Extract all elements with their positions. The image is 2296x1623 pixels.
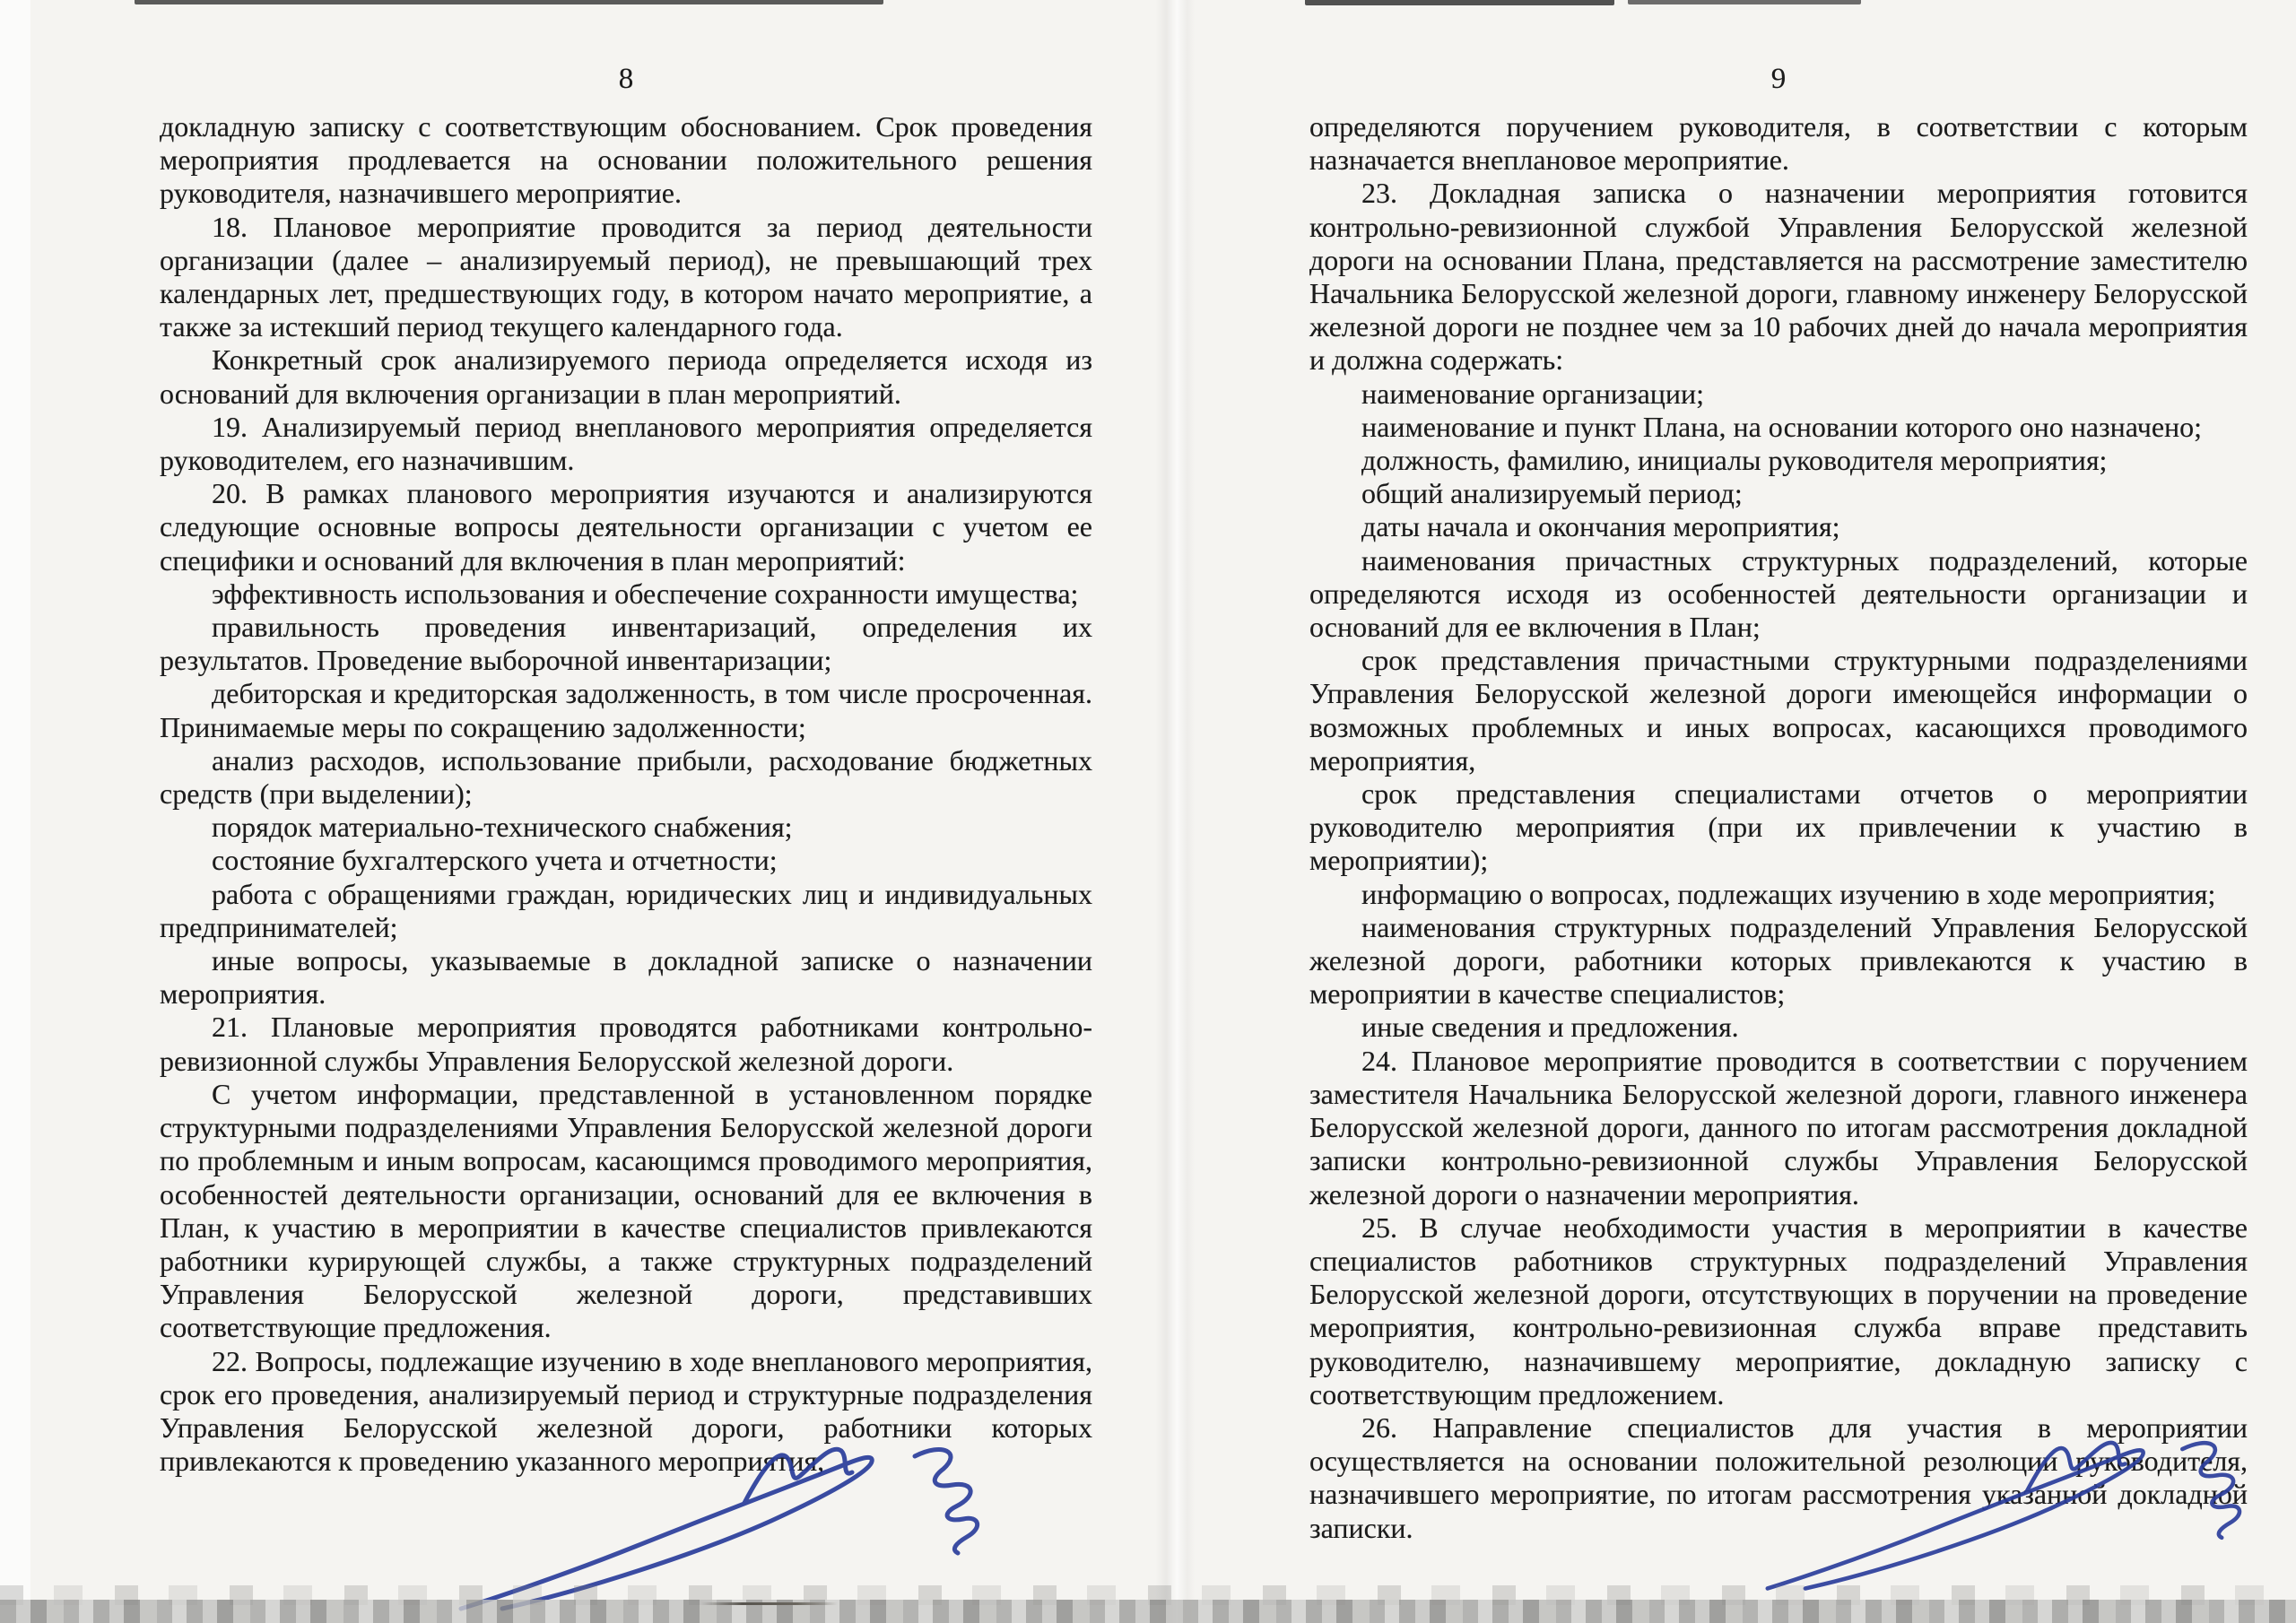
page-9 bbox=[1309, 0, 2248, 1545]
paragraph: С учетом информации, представленной в установленном порядке структурными подразделениями Управления Белорусской железной дороги по проблемным и иным вопросам, касающимся проводимого мероприятия, особенностей деятельности организации, оснований для ее включения в План, к участию в мероприятии в качестве специалистов привлекаются работники курирующей службы, а также структурных подразделений Управления Белорусской железной дороги, представивших соответствующие предложения. bbox=[160, 1077, 1092, 1344]
scan-artifact-line bbox=[701, 1602, 838, 1605]
paragraph: 22. Вопросы, подлежащие изучению в ходе внепланового мероприятия, срок его проведения, анализируемый период и структурные подразделения Управления Белорусской железной дороги, работники которых привлекаются к проведению указанного мероприятия, bbox=[160, 1344, 1092, 1478]
paragraph: наименование организации; bbox=[1361, 377, 1705, 410]
paragraph: определяются поручением руководителя, в соответствии с которым назначается внеплановое мероприятие. bbox=[1309, 110, 2248, 177]
paragraph: даты начала и окончания мероприятия; bbox=[1361, 510, 1840, 543]
paragraph: наименование и пункт Плана, на основании которого оно назначено; bbox=[1361, 410, 2203, 443]
paragraph: состояние бухгалтерского учета и отчетности; bbox=[212, 844, 778, 877]
paragraph: иные вопросы, указываемые в докладной записке о назначении мероприятия. bbox=[160, 944, 1092, 1011]
paragraph: работа с обращениями граждан, юридических лиц и индивидуальных предпринимателей; bbox=[160, 877, 1092, 943]
page-8-body bbox=[160, 110, 1092, 1478]
paragraph: общий анализируемый период; bbox=[1361, 477, 1743, 510]
paragraph: 19. Анализируемый период внепланового мероприятия определяется руководителем, его назначившим. bbox=[160, 410, 1092, 477]
scan-left-edge bbox=[0, 0, 30, 1623]
page-number: 9 bbox=[1770, 63, 1787, 95]
paragraph: информацию о вопросах, подлежащих изучению в ходе мероприятия; bbox=[1361, 877, 2216, 910]
paragraph: 18. Плановое мероприятие проводится за период деятельности организации (далее – анализируемый период), не превышающий трех календарных лет, предшествующих году, в котором начато мероприятие, а также за истекший период текущего календарного года. bbox=[160, 210, 1092, 343]
paragraph: дебиторская и кредиторская задолженность, в том числе просроченная. Принимаемые меры по сокращению задолженности; bbox=[160, 677, 1092, 743]
page-8 bbox=[160, 0, 1092, 1478]
paragraph: порядок материально-технического снабжения; bbox=[212, 811, 793, 844]
paragraph: иные сведения и предложения. bbox=[1361, 1011, 1739, 1044]
paragraph: 23. Докладная записка о назначении мероприятия готовится контрольно-ревизионной службой Управления Белорусской железной дороги на основании Плана, представляется на рассмотрение заместителю Начальника Белорусской железной дороги, главному инженеру Белорусской железной дороги не позднее чем за 10 рабочих дней до начала мероприятия и должна содержать: bbox=[1309, 177, 2248, 377]
paragraph: должность, фамилию, инициалы руководителя мероприятия; bbox=[1361, 444, 2108, 477]
paragraph: 20. В рамках планового мероприятия изучаются и анализируются следующие основные вопросы деятельности организации с учетом ее специфики и оснований для включения в план мероприятий: bbox=[160, 477, 1092, 577]
paragraph: срок представления причастными структурными подразделениями Управления Белорусской железной дороги имеющейся информации о возможных проблемных и иных вопросах, касающихся проводимого мероприятия, bbox=[1309, 644, 2248, 777]
paragraph: наименования причастных структурных подразделений, которые определяются исходя из особенностей деятельности организации и оснований для ее включения в План; bbox=[1309, 543, 2248, 644]
paragraph: 26. Направление специалистов для участия в мероприятии осуществляется на основании положительной резолюции руководителя, назначившего мероприятие, по итогам рассмотрения указанной докладной записки. bbox=[1309, 1410, 2248, 1544]
paragraph: анализ расходов, использование прибыли, расходование бюджетных средств (при выделении); bbox=[160, 743, 1092, 811]
paragraph: 21. Плановые мероприятия проводятся работниками контрольно-ревизионной службы Управления Белорусской железной дороги. bbox=[160, 1011, 1092, 1077]
page-9-body bbox=[1309, 110, 2248, 1545]
paragraph: правильность проведения инвентаризаций, определения их результатов. Проведение выборочной инвентаризации; bbox=[160, 611, 1092, 677]
page-number: 8 bbox=[618, 63, 634, 95]
scan-artifact-bottom bbox=[0, 1600, 2296, 1623]
page-gutter-seam bbox=[1155, 0, 1195, 1623]
paragraph: эффективность использования и обеспечение сохранности имущества; bbox=[212, 577, 1079, 610]
paragraph: 25. В случае необходимости участия в мероприятии в качестве специалистов работников структурных подразделений Управления Белорусской железной дороги, отсутствующих в поручении на проведение мероприятия, контрольно-ревизионная служба вправе представить руководителю, назначившему мероприятие, докладную записку с соответствующим предложением. bbox=[1309, 1211, 2248, 1410]
paragraph: 24. Плановое мероприятие проводится в соответствии с поручением заместителя Начальника Белорусской железной дороги, главного инженера Белорусской железной дороги, данного по итогам рассмотрения докладной записки контрольно-ревизионной службы Управления Белорусской железной дороги о назначении мероприятия. bbox=[1309, 1044, 2248, 1211]
paragraph: срок представления специалистами отчетов о мероприятии руководителю мероприятия (при их привлечении к участию в мероприятии); bbox=[1309, 777, 2248, 877]
paragraph: наименования структурных подразделений Управления Белорусской железной дороги, работники которых привлекаются к участию в мероприятии в качестве специалистов; bbox=[1309, 910, 2248, 1011]
paragraph: докладную записку с соответствующим обоснованием. Срок проведения мероприятия продлевается на основании положительного решения руководителя, назначившего мероприятие. bbox=[160, 110, 1092, 210]
paragraph: Конкретный срок анализируемого периода определяется исходя из оснований для включения организации в план мероприятий. bbox=[160, 343, 1092, 410]
